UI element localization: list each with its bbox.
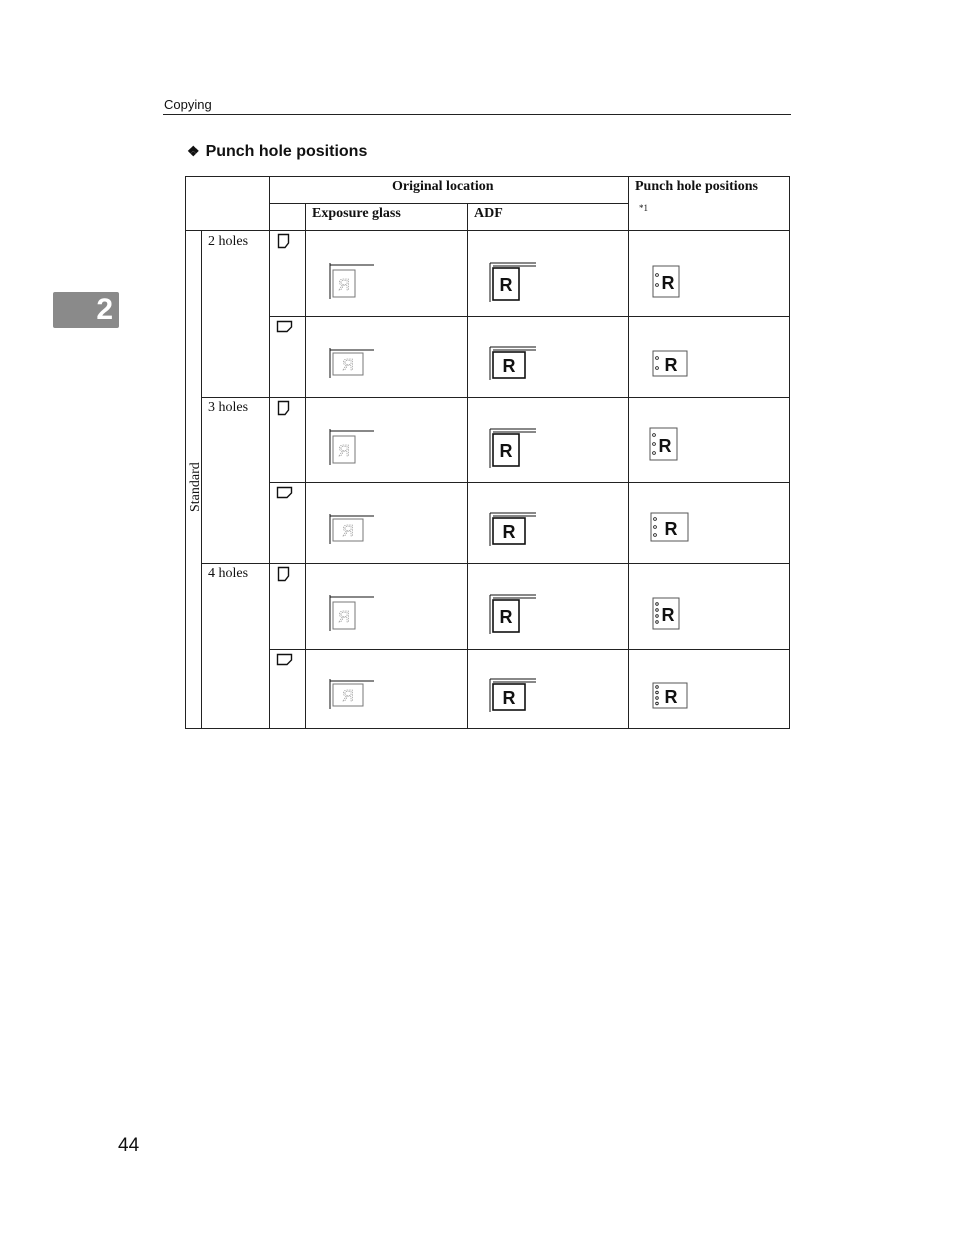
mirrored-r-glyph: Я xyxy=(342,688,354,705)
holes-label-2: 2 holes xyxy=(208,234,249,249)
mirrored-r-glyph: Я xyxy=(342,357,354,374)
punch-result-4-holes-portrait xyxy=(652,597,682,631)
punch-result-3-holes-landscape xyxy=(650,512,692,544)
normal-r-glyph: R xyxy=(502,688,516,708)
section-title-text: Punch hole positions xyxy=(205,143,368,160)
exposure-glass-landscape-sketch xyxy=(327,677,377,711)
normal-r-glyph: R xyxy=(502,522,516,542)
normal-r-glyph: R xyxy=(658,436,672,456)
exposure-glass-portrait-sketch xyxy=(327,427,377,467)
adf-portrait-sketch xyxy=(487,592,539,636)
grid-line xyxy=(628,176,629,729)
exposure-glass-portrait-sketch xyxy=(327,593,377,633)
punch-result-3-holes-portrait xyxy=(649,427,681,463)
exposure-glass-landscape-sketch xyxy=(327,346,377,380)
exposure-glass-landscape-sketch xyxy=(327,512,377,546)
standard-label: Standard xyxy=(188,462,203,512)
normal-r-glyph: R xyxy=(664,687,678,707)
adf-portrait-sketch xyxy=(487,426,539,470)
chapter-tab xyxy=(53,292,119,328)
holes-label-3: 3 holes xyxy=(208,400,249,415)
grid-line xyxy=(467,203,468,729)
diamond-bullet-icon: ❖ xyxy=(187,143,200,159)
grid-line xyxy=(201,563,790,564)
adf-landscape-sketch xyxy=(487,510,539,548)
normal-r-glyph: R xyxy=(499,607,513,627)
punch-result-2-holes-landscape xyxy=(652,350,690,378)
holes-label-4: 4 holes xyxy=(208,566,249,581)
landscape-page-icon xyxy=(276,486,294,499)
exposure-glass-portrait-sketch xyxy=(327,261,377,301)
grid-line xyxy=(305,203,306,729)
normal-r-glyph: R xyxy=(499,441,513,461)
grid-line xyxy=(269,203,628,204)
header-adf: ADF xyxy=(474,206,503,221)
normal-r-glyph: R xyxy=(661,605,675,625)
normal-r-glyph: R xyxy=(661,273,675,293)
footnote-mark: *1 xyxy=(639,203,648,213)
normal-r-glyph: R xyxy=(499,275,513,295)
adf-landscape-sketch xyxy=(487,676,539,714)
adf-landscape-sketch xyxy=(487,344,539,382)
portrait-page-icon xyxy=(277,233,291,249)
normal-r-glyph: R xyxy=(664,519,678,539)
portrait-page-icon xyxy=(277,400,291,416)
landscape-page-icon xyxy=(276,320,294,333)
mirrored-r-glyph: Я xyxy=(338,609,350,626)
grid-line xyxy=(269,316,790,317)
grid-line xyxy=(185,230,790,231)
section-title xyxy=(187,143,367,161)
header-exposure-glass: Exposure glass xyxy=(312,206,401,221)
running-header: Copying xyxy=(164,97,212,112)
adf-portrait-sketch xyxy=(487,260,539,304)
page-number: 44 xyxy=(118,1135,140,1156)
normal-r-glyph: R xyxy=(664,355,678,375)
grid-line xyxy=(269,176,270,729)
header-original-location: Original location xyxy=(392,179,494,194)
punch-result-4-holes-landscape xyxy=(652,682,690,710)
grid-line xyxy=(269,482,790,483)
mirrored-r-glyph: Я xyxy=(338,277,350,294)
chapter-number: 2 xyxy=(96,293,113,326)
punch-result-2-holes-portrait xyxy=(652,265,682,299)
grid-line xyxy=(269,649,790,650)
header-rule xyxy=(163,114,791,115)
grid-line xyxy=(201,397,790,398)
normal-r-glyph: R xyxy=(502,356,516,376)
landscape-page-icon xyxy=(276,653,294,666)
mirrored-r-glyph: Я xyxy=(338,443,350,460)
header-punch-hole-positions: Punch hole positions xyxy=(635,179,758,194)
mirrored-r-glyph: Я xyxy=(342,523,354,540)
portrait-page-icon xyxy=(277,566,291,582)
